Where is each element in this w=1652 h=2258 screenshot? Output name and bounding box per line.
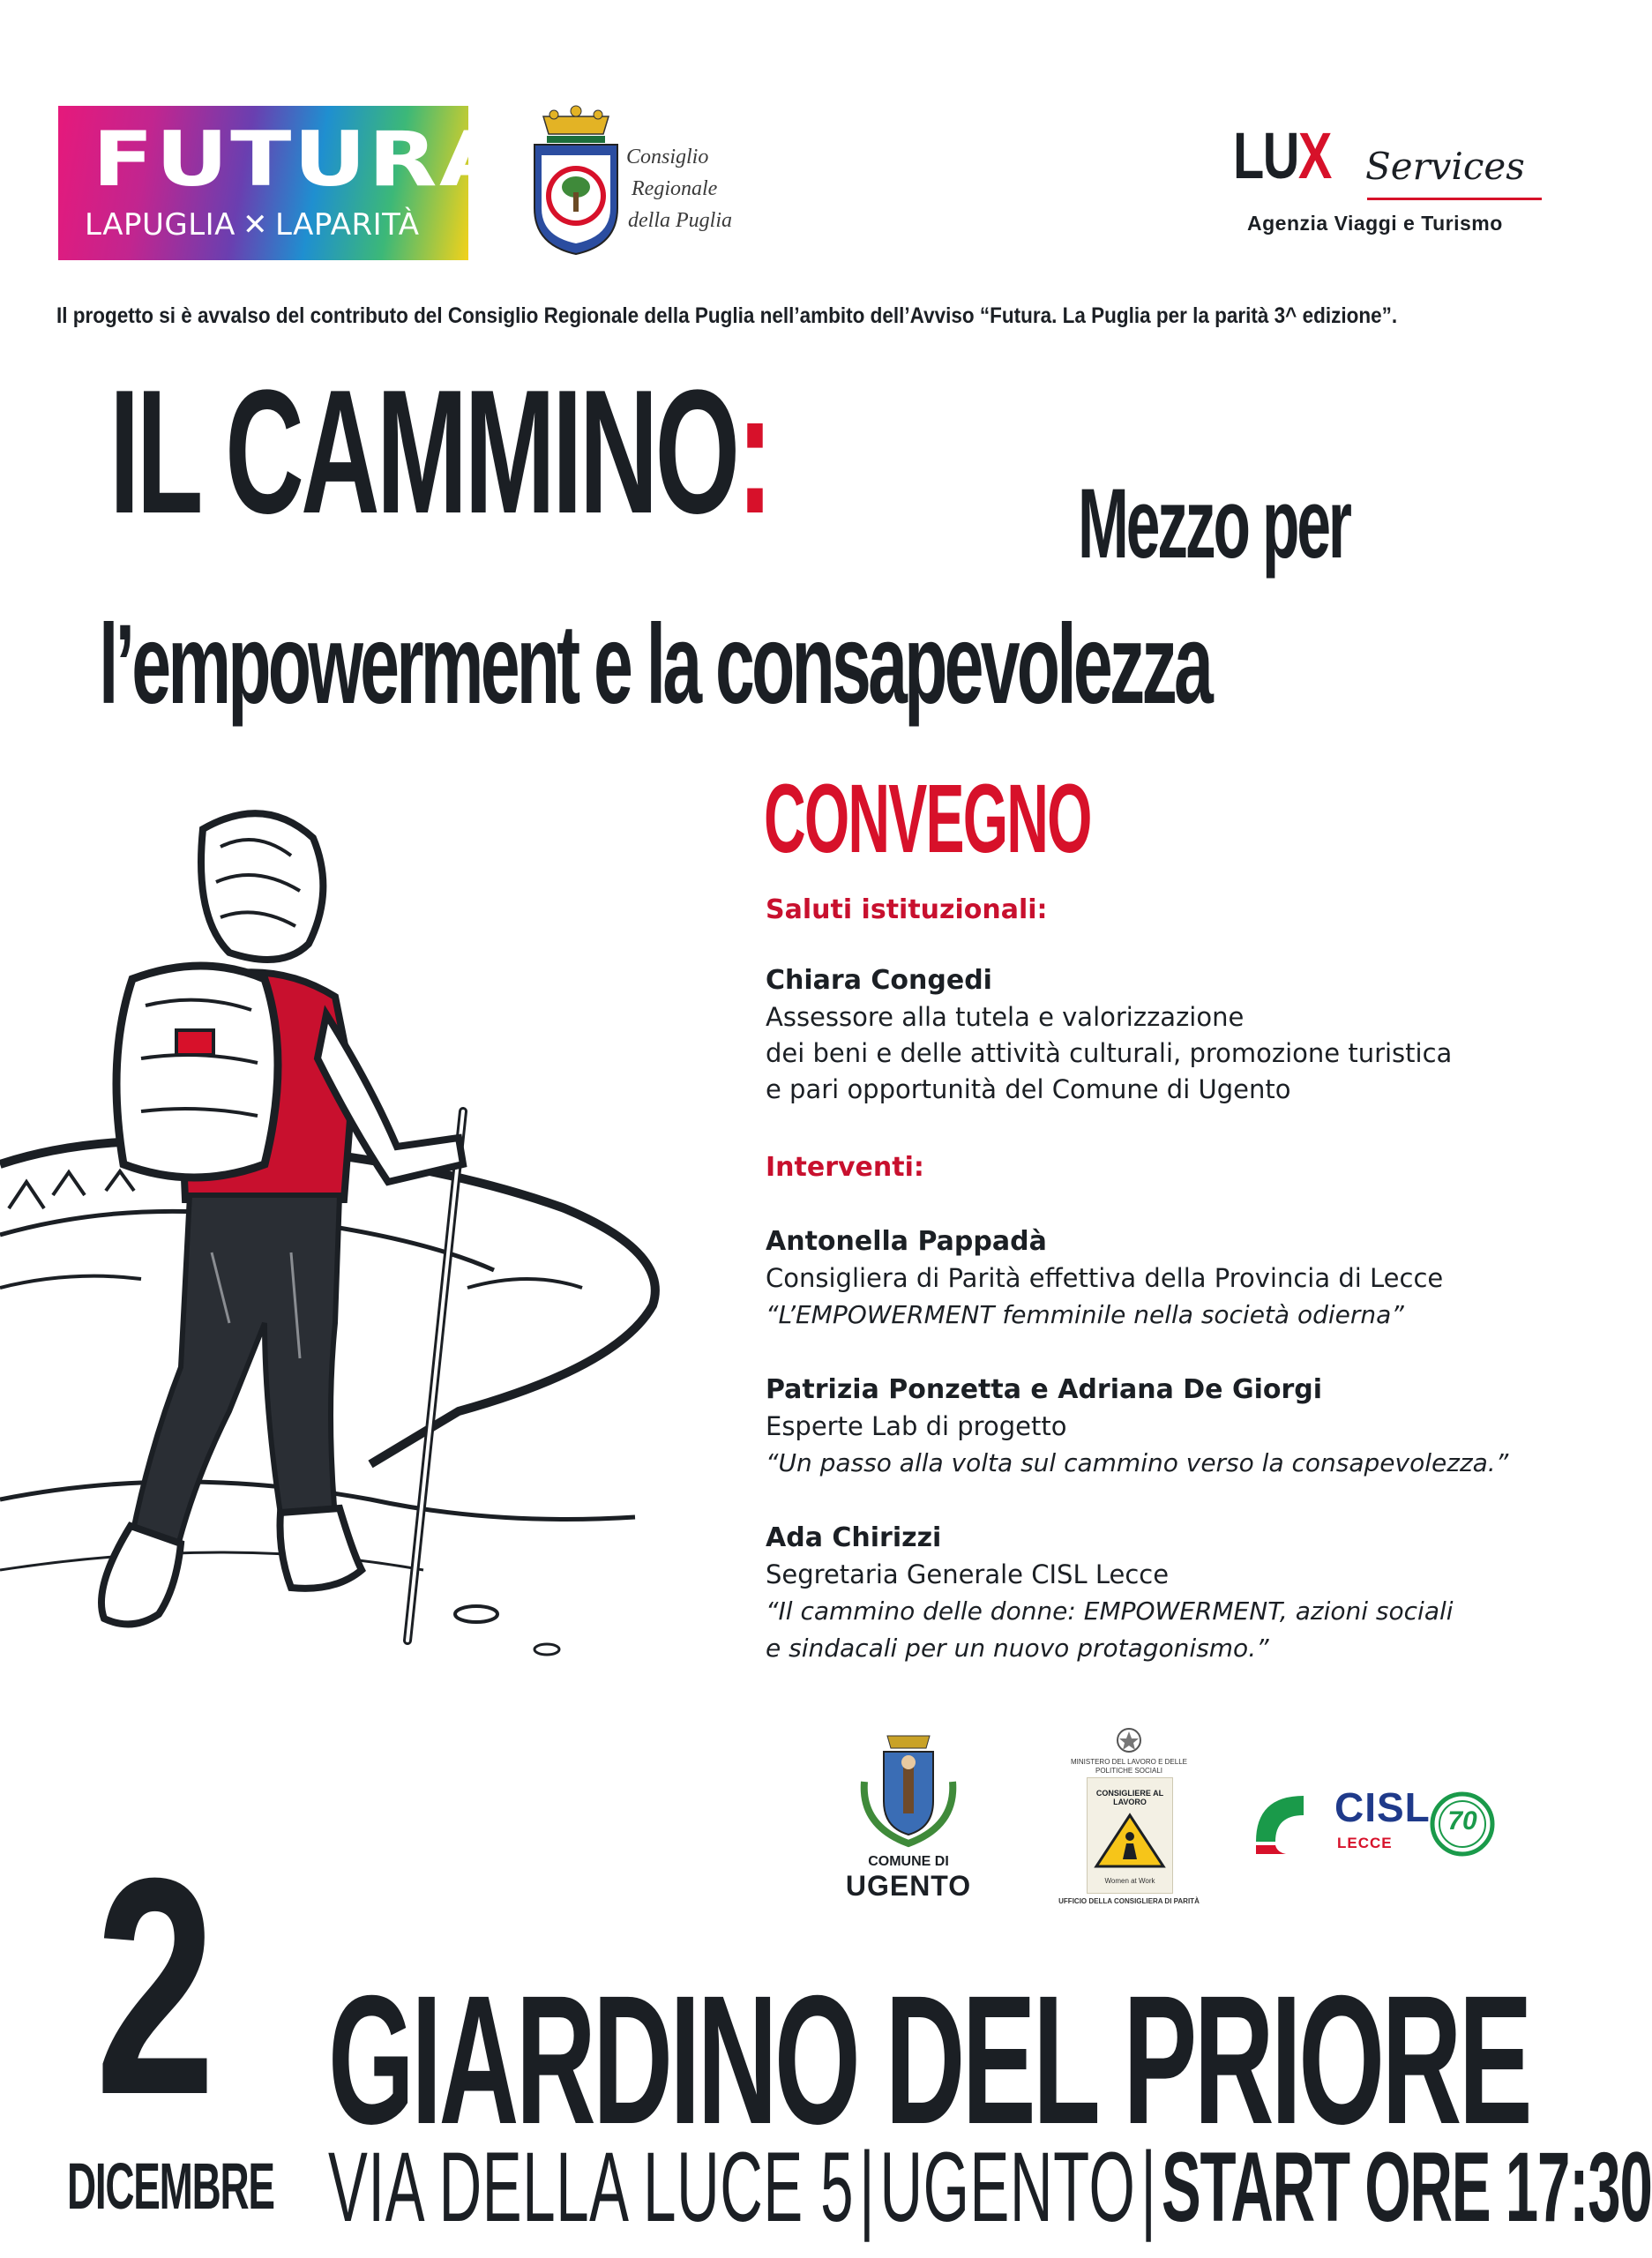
lux-logo-services: Services [1365,145,1525,188]
saluti-label: Saluti istituzionali: [766,894,1048,925]
consiglio-line-3: della Puglia [628,209,732,232]
ufficio-consigliera-label: UFFICIO DELLA CONSIGLIERA DI PARITÀ [1058,1897,1200,1905]
main-title-text: IL CAMMINO [109,354,737,550]
futura-logo-word: FUTURA [92,116,511,204]
cisl-city: LECCE [1337,1835,1393,1851]
lux-services-logo [1233,119,1551,247]
subtitle-line-1: Mezzo per [1078,468,1349,579]
event-day: 2 [95,1814,210,2159]
interventi-label: Interventi: [766,1152,924,1183]
consiglio-regionale-logo [527,104,757,258]
lux-logo-lu: LU [1233,119,1298,192]
lux-logo-underline [1367,198,1542,200]
hiker-illustration [0,794,759,1711]
speaker-name: Chiara Congedi [766,965,992,996]
ministero-label: MINISTERO DEL LAVORO E DELLE POLITICHE SOCIALI [1070,1758,1188,1775]
convegno-heading: CONVEGNO [764,765,1091,873]
cisl-arch-icon [1251,1789,1330,1859]
futura-sub-cross: ✕ [242,207,268,243]
event-venue: GIARDINO DEL PRIORE [328,1958,1530,2163]
consigliere-lavoro-title: CONSIGLIERE AL LAVORO [1095,1789,1164,1806]
consigliera-parita-logo [1041,1724,1217,1914]
event-start-time: START ORE 17:30 [1161,2132,1652,2242]
speaker-role: Esperte Lab di progetto [766,1411,1067,1441]
speaker-name: Patrizia Ponzetta e Adriana De Giorgi [766,1374,1323,1405]
speaker-role: Consigliera di Parità effettiva della Provincia di Lecce [766,1263,1444,1293]
speaker-role-line: e pari opportunità del Comune di Ugento [766,1074,1291,1104]
lux-logo-x: X [1297,119,1331,192]
speaker-name: Ada Chirizzi [766,1522,942,1553]
consiglio-line-1: Consiglio [626,146,709,168]
speaker-name: Antonella Pappadà [766,1226,1047,1257]
subtitle-line-2: l’empowerment e la consapevolezza [99,602,1211,728]
funding-notice: Il progetto si è avvalso del contributo del Consiglio Regionale della Puglia nell’ambito dell’Avviso “Futura. La Puglia per la parità 3^ edizione”. [56,303,1398,328]
speaker-role-line: Assessore alla tutela e valorizzazione [766,1002,1245,1032]
speaker-role-line: dei beni e delle attività culturali, promozione turistica [766,1038,1453,1068]
cisl-70-badge-text: 70 [1447,1806,1477,1836]
separator: | [859,2132,875,2242]
futura-sub-left: LAPUGLIA [85,207,235,243]
women-warning-sign-icon [1088,1810,1172,1872]
event-city: UGENTO [879,2132,1136,2242]
futura-logo [58,106,511,260]
talk-title: “L’EMPOWERMENT femminile nella società odierna” [766,1300,1404,1329]
cisl-lecce-logo [1251,1780,1498,1877]
talk-title: “Un passo alla volta sul cammino verso la consapevolezza.” [766,1448,1509,1477]
lux-logo-word [1233,119,1331,192]
puglia-crest-icon [527,104,624,258]
ugento-name-label: UGENTO [845,1870,972,1902]
event-month: DICEMBRE [67,2150,274,2223]
cisl-word: CISL [1334,1784,1431,1830]
ugento-comune-label: COMUNE DI [868,1854,949,1869]
comune-ugento-logo [829,1729,988,1914]
event-address-line [328,2132,1652,2242]
italian-emblem-icon [1041,1724,1217,1760]
ugento-crest-icon [829,1729,988,1852]
consigliere-lavoro-badge [1087,1777,1173,1894]
futura-logo-subtitle [85,207,420,243]
consiglio-regionale-text [626,141,759,236]
talk-title: e sindacali per un nuovo protagonismo.” [766,1634,1269,1663]
consiglio-line-2: Regionale [632,177,718,200]
main-title [109,354,770,550]
event-address: VIA DELLA LUCE 5 [328,2132,855,2242]
speaker-role: Segretaria Generale CISL Lecce [766,1559,1170,1589]
separator: | [1140,2132,1156,2242]
futura-sub-right: LAPARITÀ [274,207,420,243]
main-title-colon: : [736,354,770,550]
women-at-work-label: Women at Work [1104,1877,1155,1885]
talk-title: “Il cammino delle donne: EMPOWERMENT, azioni sociali [766,1596,1454,1626]
lux-logo-agency: Agenzia Viaggi e Turismo [1247,212,1503,235]
